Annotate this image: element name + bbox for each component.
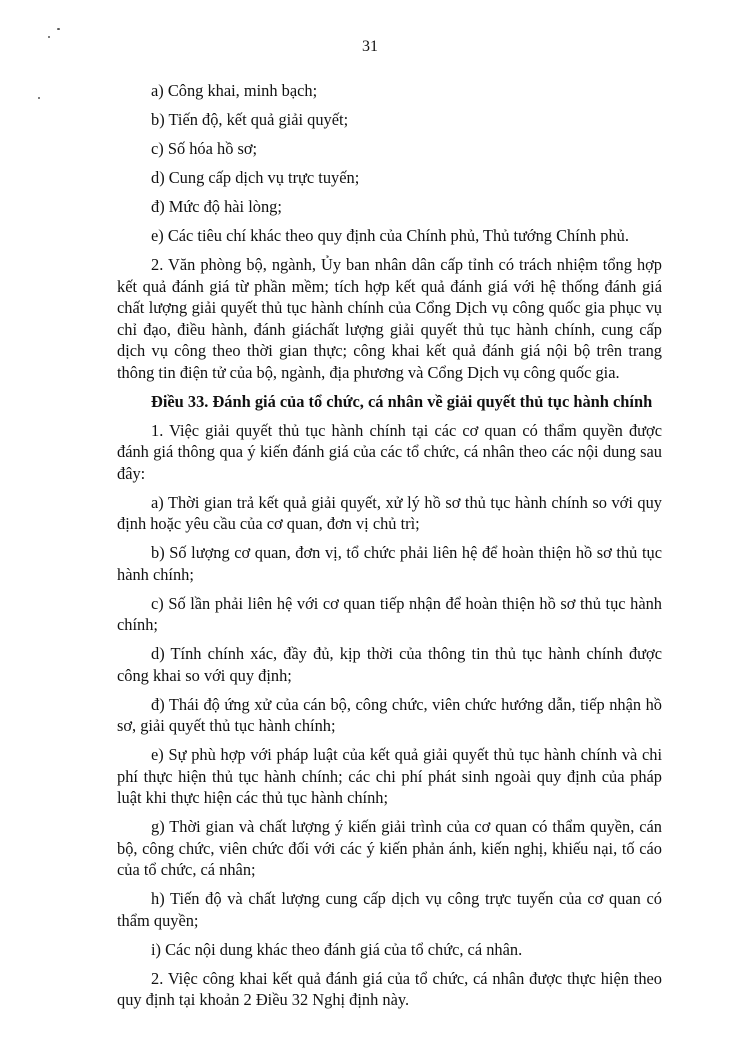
list-item: g) Thời gian và chất lượng ý kiến giải trình của cơ quan có thẩm quyền, cán bộ, công chức, viên chức đối với các ý kiến phản ánh, kiến nghị, khiếu nại, tố cáo của tổ chức, cá nhân; xyxy=(117,817,662,879)
list-item: a) Thời gian trả kết quả giải quyết, xử lý hồ sơ thủ tục hành chính so với quy định hoặc yêu cầu của cơ quan, đơn vị chủ trì; xyxy=(117,492,662,533)
paragraph: 1. Việc giải quyết thủ tục hành chính tại các cơ quan có thẩm quyền được đánh giá thông qua ý kiến đánh giá của các tổ chức, cá nhân theo các nội dung sau đây: xyxy=(117,420,662,483)
list-item: đ) Mức độ hài lòng; xyxy=(151,197,282,216)
paragraph: 2. Việc công khai kết quả đánh giá của tổ chức, cá nhân được thực hiện theo quy định tại khoản 2 Điều 32 Nghị định này. xyxy=(117,968,662,1009)
list-item: c) Số lần phải liên hệ với cơ quan tiếp nhận để hoàn thiện hồ sơ thủ tục hành chính; xyxy=(117,593,662,634)
list-item: đ) Thái độ ứng xử của cán bộ, công chức, viên chức hướng dẫn, tiếp nhận hồ sơ, giải quyết thủ tục hành chính; xyxy=(117,694,662,735)
list-item: e) Sự phù hợp với pháp luật của kết quả giải quyết thủ tục hành chính và chi phí thực hiện thủ tục hành chính; các chi phí phát sinh ngoài quy định của pháp luật khi thực hiện các thủ tục hành chính; xyxy=(117,745,662,807)
list-item: a) Công khai, minh bạch; xyxy=(151,81,318,100)
list-item: e) Các tiêu chí khác theo quy định của Chính phủ, Thủ tướng Chính phủ. xyxy=(151,226,629,245)
page-number: 31 xyxy=(362,38,378,55)
list-item: d) Cung cấp dịch vụ trực tuyến; xyxy=(151,168,360,187)
scan-speck xyxy=(38,97,40,99)
list-item: b) Số lượng cơ quan, đơn vị, tổ chức phải liên hệ để hoàn thiện hồ sơ thủ tục hành chính; xyxy=(117,543,662,584)
list-item: c) Số hóa hồ sơ; xyxy=(151,139,258,158)
list-item: h) Tiến độ và chất lượng cung cấp dịch vụ công trực tuyến của cơ quan có thẩm quyền; xyxy=(117,889,662,930)
scan-speck xyxy=(57,28,60,30)
article-heading: Điều 33. Đánh giá của tổ chức, cá nhân về giải quyết thủ tục hành chính xyxy=(151,391,653,411)
document-body xyxy=(117,80,662,1018)
paragraph: 2. Văn phòng bộ, ngành, Ủy ban nhân dân cấp tỉnh có trách nhiệm tổng hợp kết quả đánh giá từ phần mềm; tích hợp kết quả đánh giá với hệ thống đánh giá chất lượng giải quyết thủ tục hành chính của Cổng Dịch vụ công quốc gia phục vụ chỉ đạo, điều hành, đánh giáchất lượng giải quyết thủ tục hành chính, cung cấp dịch vụ công theo thời gian thực; công khai kết quả đánh giá nội bộ trên trang thông tin điện tử của bộ, ngành, địa phương và Cổng Dịch vụ công quốc gia. xyxy=(117,255,662,382)
list-item: b) Tiến độ, kết quả giải quyết; xyxy=(151,110,349,129)
list-item: d) Tính chính xác, đầy đủ, kịp thời của thông tin thủ tục hành chính được công khai so với quy định; xyxy=(117,644,662,685)
list-item: i) Các nội dung khác theo đánh giá của tổ chức, cá nhân. xyxy=(151,939,523,959)
